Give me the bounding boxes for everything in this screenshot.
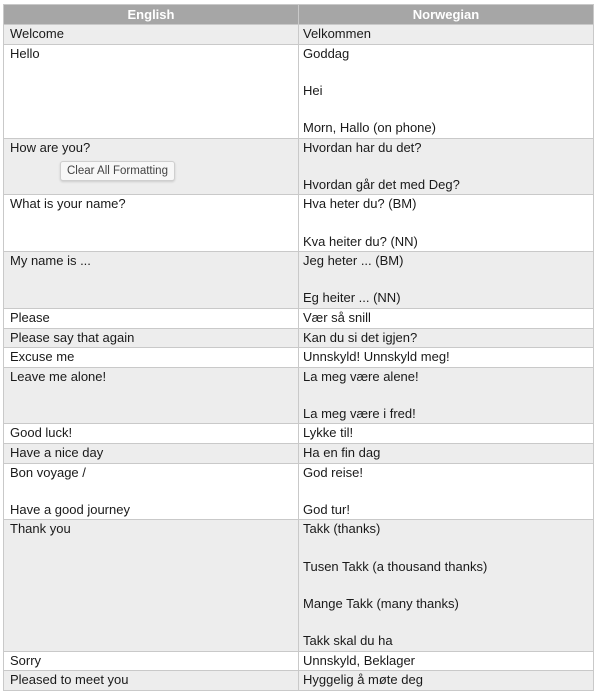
norwegian-cell[interactable]: Kan du si det igjen? [299, 328, 594, 348]
table-row [4, 444, 594, 464]
english-cell[interactable]: Bon voyage / Have a good journey [4, 463, 299, 520]
norwegian-cell[interactable]: Goddag Hei Morn, Hallo (on phone) [299, 44, 594, 138]
phrase-table [3, 4, 594, 691]
english-cell[interactable]: Welcome [4, 25, 299, 45]
norwegian-cell[interactable]: Hyggelig å møte deg [299, 671, 594, 691]
norwegian-cell[interactable]: Hvordan har du det? Hvordan går det med Deg? [299, 138, 594, 195]
english-cell[interactable]: Good luck! [4, 424, 299, 444]
english-cell[interactable]: My name is ... [4, 252, 299, 309]
norwegian-cell[interactable]: Unnskyld, Beklager [299, 651, 594, 671]
english-cell[interactable]: Thank you [4, 520, 299, 651]
english-cell[interactable]: Please say that again [4, 328, 299, 348]
english-cell[interactable]: What is your name? [4, 195, 299, 252]
table-row [4, 44, 594, 138]
norwegian-cell[interactable]: Vær så snill [299, 308, 594, 328]
table-row [4, 348, 594, 368]
english-cell[interactable]: Please [4, 308, 299, 328]
norwegian-cell[interactable]: Ha en fin dag [299, 444, 594, 464]
table-row [4, 671, 594, 691]
english-cell[interactable]: How are you? [4, 138, 299, 195]
norwegian-cell[interactable]: Lykke til! [299, 424, 594, 444]
english-cell[interactable]: Have a nice day [4, 444, 299, 464]
table-row [4, 252, 594, 309]
header-row [4, 5, 594, 25]
table-row [4, 651, 594, 671]
english-cell[interactable]: Excuse me [4, 348, 299, 368]
english-cell[interactable]: Sorry [4, 651, 299, 671]
table-row [4, 328, 594, 348]
table-row [4, 463, 594, 520]
table-row [4, 308, 594, 328]
norwegian-cell[interactable]: Velkommen [299, 25, 594, 45]
norwegian-cell[interactable]: Takk (thanks) Tusen Takk (a thousand thanks) Mange Takk (many thanks) Takk skal du ha [299, 520, 594, 651]
english-cell[interactable]: Leave me alone! [4, 367, 299, 424]
english-cell[interactable]: Pleased to meet you [4, 671, 299, 691]
table-row [4, 367, 594, 424]
norwegian-cell[interactable]: God reise! God tur! [299, 463, 594, 520]
norwegian-cell[interactable]: La meg være alene! La meg være i fred! [299, 367, 594, 424]
table-row [4, 195, 594, 252]
header-english: English [4, 5, 299, 25]
norwegian-cell[interactable]: Hva heter du? (BM) Kva heiter du? (NN) [299, 195, 594, 252]
norwegian-cell[interactable]: Jeg heter ... (BM) Eg heiter ... (NN) [299, 252, 594, 309]
table-row [4, 424, 594, 444]
english-cell[interactable]: Hello [4, 44, 299, 138]
clear-formatting-tooltip[interactable]: Clear All Formatting [60, 161, 175, 181]
norwegian-cell[interactable]: Unnskyld! Unnskyld meg! [299, 348, 594, 368]
table-row [4, 25, 594, 45]
header-norwegian: Norwegian [299, 5, 594, 25]
table-row [4, 520, 594, 651]
